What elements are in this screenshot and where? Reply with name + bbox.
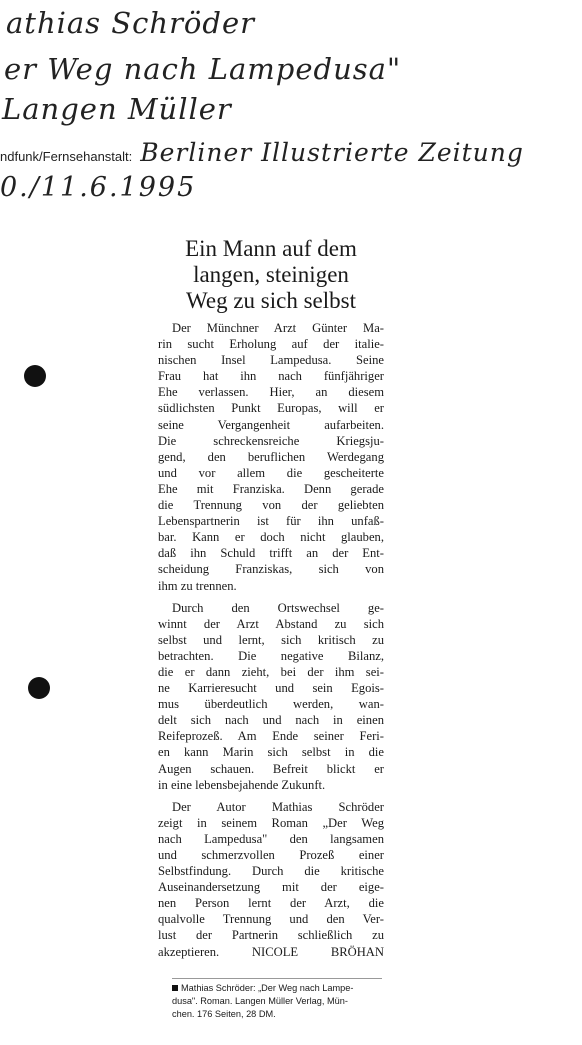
handwritten-author: athias Schröder: [6, 6, 255, 40]
article-line: seine Vergangenheit aufarbeiten.: [158, 417, 384, 432]
article-paragraph: [158, 799, 384, 960]
headline-line: Ein Mann auf dem: [185, 236, 357, 261]
source-note-line: dusa". Roman. Langen Müller Verlag, Mün-: [172, 996, 348, 1006]
article-line: Augen schauen. Befreit blickt er: [158, 761, 384, 776]
article-line: und vor allem die gescheiterte: [158, 465, 384, 480]
article-line: die er dann zieht, bei der ihm sei-: [158, 664, 384, 679]
article-line: nen Person lernt der Arzt, die: [158, 896, 384, 911]
article-line: Ehe mit Franziska. Denn gerade: [158, 481, 384, 496]
article-line: nach Lampedusa" den langsamen: [158, 831, 384, 846]
article-line: lust der Partnerin schließlich zu: [158, 928, 384, 943]
article-line: Ehe verlassen. Hier, an diesem: [158, 385, 384, 400]
article-line: daß ihn Schuld trifft an der Ent-: [158, 546, 384, 561]
article-paragraph: [158, 600, 384, 793]
article-line: winnt der Arzt Abstand zu sich: [158, 616, 384, 631]
article-line: qualvolle Trennung und den Ver-: [158, 912, 384, 927]
article-line: bar. Kann er doch nicht glauben,: [158, 530, 384, 545]
article-line: ne Karrieresucht und sein Egois-: [158, 681, 384, 696]
article-line: akzeptieren. NICOLE BRÖHAN: [158, 944, 384, 959]
article-line: südlichsten Punkt Europas, will er: [158, 401, 384, 416]
headline-line: Weg zu sich selbst: [186, 288, 356, 313]
article-line: scheidung Franziskas, sich von: [158, 562, 384, 577]
station-label: ndfunk/Fernsehanstalt:: [0, 149, 133, 164]
source-note-line: chen. 176 Seiten, 28 DM.: [172, 1009, 276, 1019]
punch-hole: [28, 677, 50, 699]
article-line: Der Autor Mathias Schröder: [172, 799, 384, 814]
article: [158, 236, 384, 966]
handwritten-publisher: Langen Müller: [2, 92, 232, 126]
article-line: Die schreckensreiche Kriegsju-: [158, 433, 384, 448]
article-line: die Trennung von der geliebten: [158, 498, 384, 513]
article-line: Lebenspartnerin ist für ihn unfaß-: [158, 514, 384, 529]
article-line: delt sich nach und nach in einen: [158, 713, 384, 728]
article-line: Selbstfindung. Durch die kritische: [158, 864, 384, 879]
headline-line: langen, steinigen: [193, 262, 349, 287]
article-line: zeigt in seinem Roman „Der Weg: [158, 815, 384, 830]
article-line: Frau hat ihn nach fünfjähriger: [158, 369, 384, 384]
square-bullet-icon: [172, 985, 178, 991]
handwritten-title: er Weg nach Lampedusa": [4, 52, 402, 86]
handwritten-date: 0./11.6.1995: [0, 172, 197, 203]
article-line: nischen Insel Lampedusa. Seine: [158, 353, 384, 368]
article-line: rin sucht Erholung auf der italie-: [158, 337, 384, 352]
article-line: Reifeprozeß. Am Ende seiner Feri-: [158, 729, 384, 744]
station-row: [0, 138, 524, 167]
article-paragraph: [158, 320, 384, 594]
source-note-line: Mathias Schröder: „Der Weg nach Lampe-: [172, 982, 382, 995]
article-line: und schmerzvollen Prozeß einer: [158, 848, 384, 862]
station-value: Berliner Illustrierte Zeitung: [140, 138, 524, 167]
article-line: en kann Marin sich selbst in die: [158, 745, 384, 760]
article-headline: [158, 236, 384, 314]
article-line: Der Münchner Arzt Günter Ma-: [172, 321, 384, 335]
source-note: [172, 978, 382, 1021]
article-line: selbst und lernt, sich kritisch zu: [158, 632, 384, 647]
article-line: betrachten. Die negative Bilanz,: [158, 648, 384, 663]
article-line: mus überdeutlich werden, wan-: [158, 697, 384, 712]
punch-hole: [24, 365, 46, 387]
article-line: gend, den beruflichen Werdegang: [158, 449, 384, 464]
article-line: ihm zu trennen.: [158, 578, 237, 593]
article-line: Durch den Ortswechsel ge-: [172, 600, 384, 615]
article-line: Auseinandersetzung mit der eige-: [158, 880, 384, 895]
article-line: in eine lebensbejahende Zukunft.: [158, 777, 326, 792]
